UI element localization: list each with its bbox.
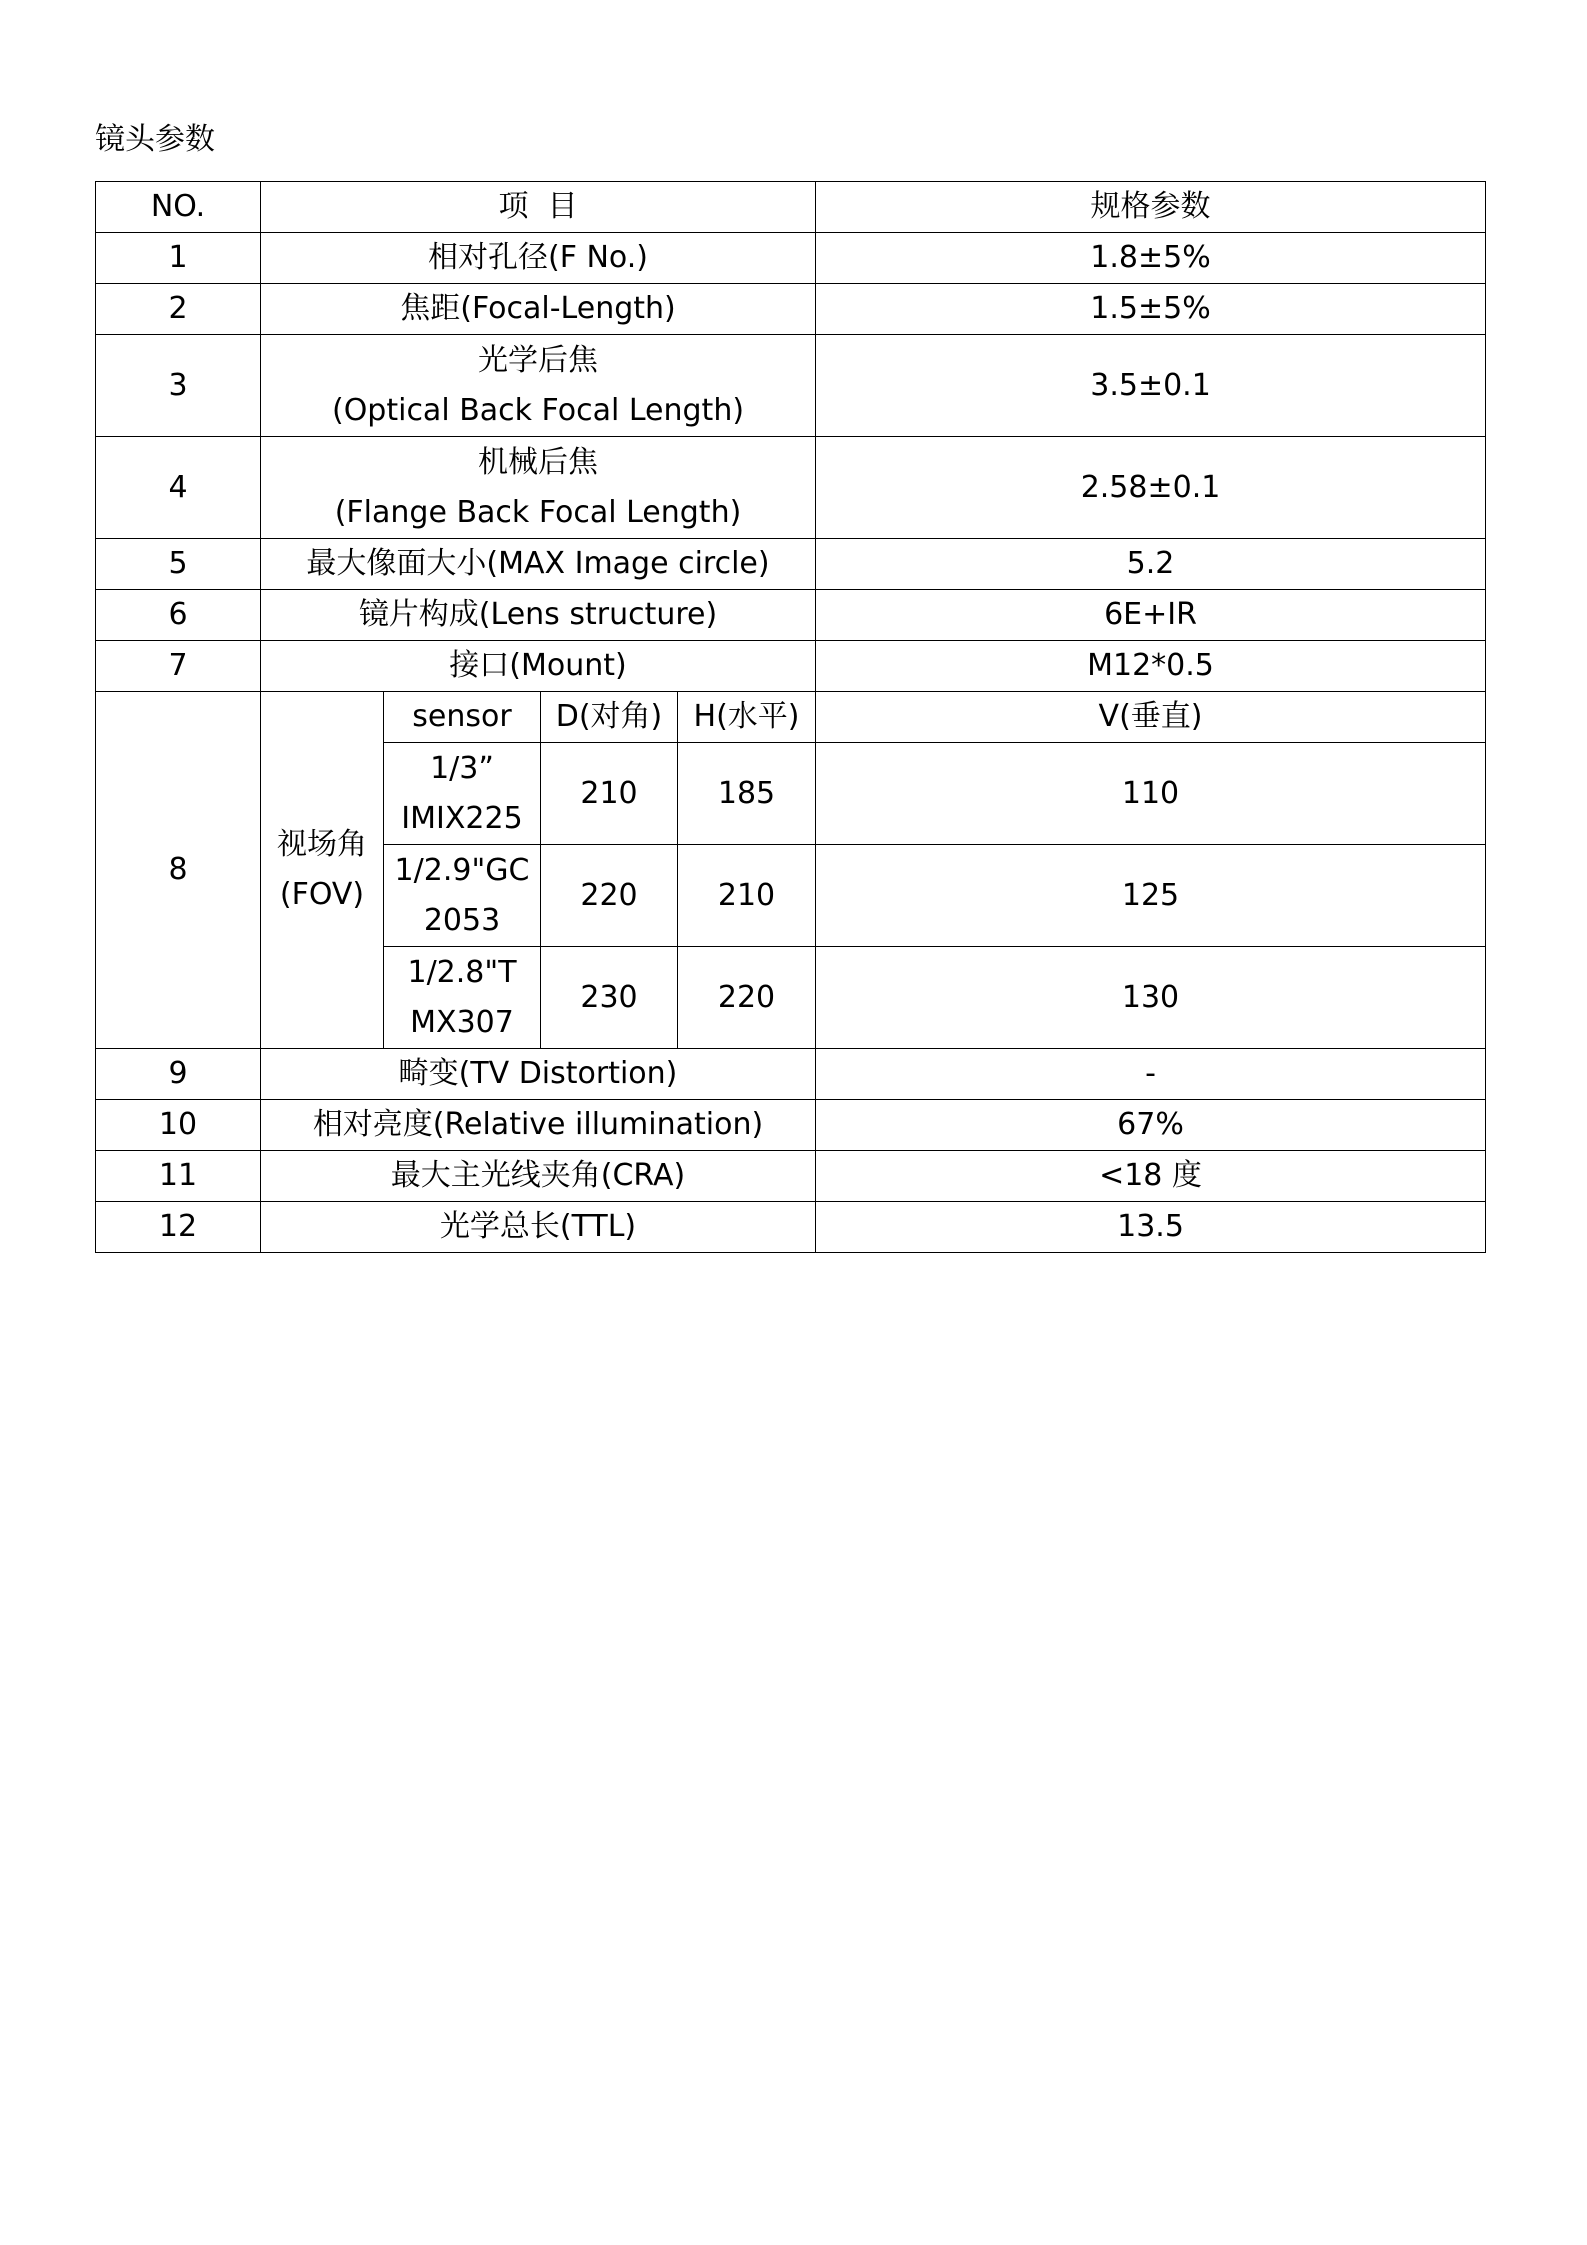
row-item-line2: (Flange Back Focal Length) (334, 494, 742, 530)
fov-label-line2: (FOV) (279, 877, 365, 912)
row-item: 光学总长(TTL) (261, 1202, 816, 1253)
row-no: 9 (96, 1049, 261, 1100)
fov-v-value: 130 (816, 947, 1486, 1049)
fov-sensor-name (384, 947, 541, 1049)
row-value: 1.8±5% (816, 233, 1486, 284)
row-item-line1: 机械后焦 (478, 444, 598, 480)
header-no: NO. (96, 182, 261, 233)
fov-v-value: 110 (816, 743, 1486, 845)
row-value: <18 度 (816, 1151, 1486, 1202)
row-no: 1 (96, 233, 261, 284)
fov-sensor-line1: 1/3” (430, 750, 494, 786)
row-value: 67% (816, 1100, 1486, 1151)
table-row (96, 284, 1486, 335)
row-item: 相对孔径(F No.) (261, 233, 816, 284)
header-spec: 规格参数 (816, 182, 1486, 233)
row-no: 5 (96, 539, 261, 590)
table-row (96, 1100, 1486, 1151)
row-item: 接口(Mount) (261, 641, 816, 692)
row-value: 3.5±0.1 (816, 335, 1486, 437)
row-item: 最大主光线夹角(CRA) (261, 1151, 816, 1202)
fov-h-value: 185 (678, 743, 816, 845)
table-row (96, 437, 1486, 539)
fov-header-d: D(对角) (541, 692, 678, 743)
row-value: 6E+IR (816, 590, 1486, 641)
fov-v-value: 125 (816, 845, 1486, 947)
fov-sensor-line2: 2053 (423, 902, 501, 938)
row-item (261, 437, 816, 539)
row-no: 12 (96, 1202, 261, 1253)
row-no: 6 (96, 590, 261, 641)
document-title: 镜头参数 (95, 122, 215, 157)
fov-sensor-name (384, 743, 541, 845)
fov-sensor-line1: 1/2.9"GC (394, 852, 530, 888)
row-item: 畸变(TV Distortion) (261, 1049, 816, 1100)
row-value: 2.58±0.1 (816, 437, 1486, 539)
fov-sensor-line2: IMIX225 (401, 800, 523, 836)
row-no: 10 (96, 1100, 261, 1151)
fov-h-value: 210 (678, 845, 816, 947)
fov-label (261, 692, 384, 1049)
fov-row-no: 8 (96, 692, 261, 1049)
row-item: 焦距(Focal-Length) (261, 284, 816, 335)
row-item-line1: 光学后焦 (478, 342, 598, 378)
row-value: 13.5 (816, 1202, 1486, 1253)
table-row (96, 1049, 1486, 1100)
fov-sensor-name (384, 845, 541, 947)
row-value: - (816, 1049, 1486, 1100)
fov-subheader-row (96, 692, 1486, 743)
fov-header-h: H(水平) (678, 692, 816, 743)
table-row (96, 539, 1486, 590)
table-row (96, 590, 1486, 641)
table-row (96, 233, 1486, 284)
fov-d-value: 210 (541, 743, 678, 845)
fov-header-sensor: sensor (384, 692, 541, 743)
table-row (96, 1202, 1486, 1253)
row-value: 1.5±5% (816, 284, 1486, 335)
fov-h-value: 220 (678, 947, 816, 1049)
table-header-row (96, 182, 1486, 233)
row-no: 4 (96, 437, 261, 539)
fov-sensor-line2: MX307 (410, 1004, 514, 1040)
row-no: 3 (96, 335, 261, 437)
row-item-line2: (Optical Back Focal Length) (331, 392, 745, 428)
table-row (96, 1151, 1486, 1202)
row-item: 镜片构成(Lens structure) (261, 590, 816, 641)
header-item: 项 目 (261, 182, 816, 233)
row-item: 相对亮度(Relative illumination) (261, 1100, 816, 1151)
row-value: 5.2 (816, 539, 1486, 590)
fov-d-value: 230 (541, 947, 678, 1049)
fov-label-line1: 视场角 (277, 827, 367, 862)
row-item: 最大像面大小(MAX Image circle) (261, 539, 816, 590)
fov-d-value: 220 (541, 845, 678, 947)
row-no: 11 (96, 1151, 261, 1202)
row-item (261, 335, 816, 437)
table-row (96, 335, 1486, 437)
table-row (96, 641, 1486, 692)
fov-sensor-line1: 1/2.8"T (407, 954, 517, 990)
lens-spec-table (95, 181, 1486, 1253)
row-value: M12*0.5 (816, 641, 1486, 692)
row-no: 2 (96, 284, 261, 335)
row-no: 7 (96, 641, 261, 692)
fov-header-v: V(垂直) (816, 692, 1486, 743)
